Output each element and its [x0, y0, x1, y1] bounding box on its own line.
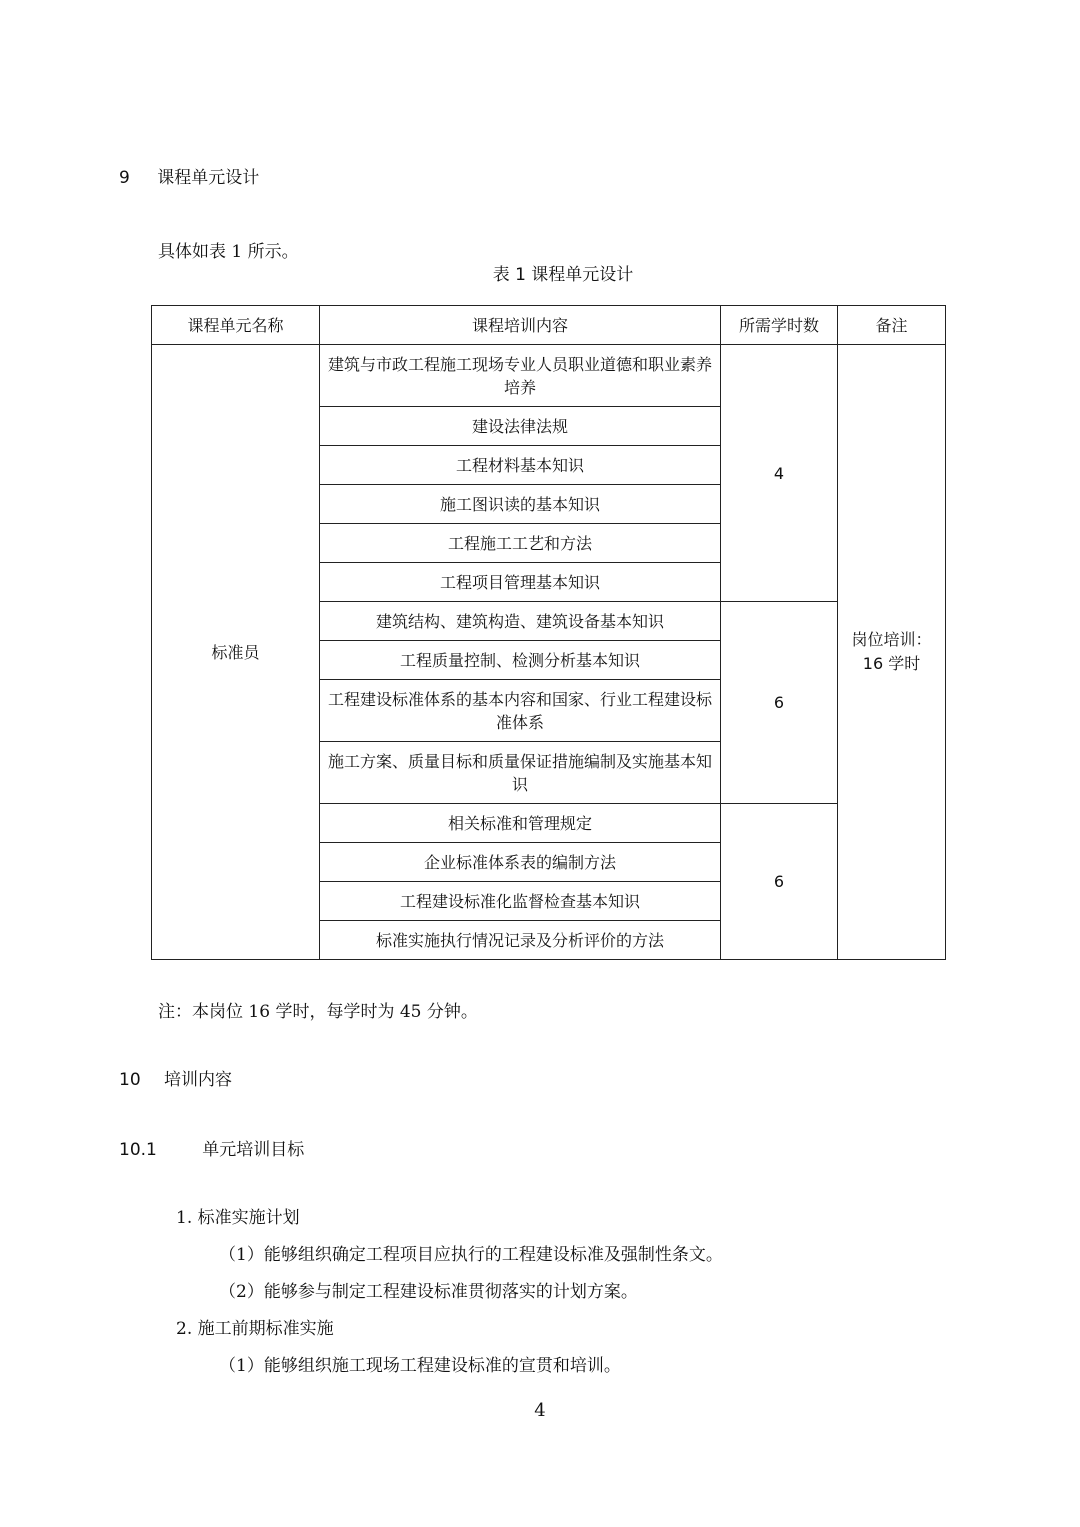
list-item: 2. 施工前期标准实施 [176, 1319, 334, 1339]
content-cell: 相关标准和管理规定 [320, 804, 721, 843]
unit-name-cell: 标准员 [152, 345, 320, 960]
remarks-text: 岗位培训：16 学时 [851, 630, 932, 673]
content-cell: 工程质量控制、检测分析基本知识 [320, 641, 721, 680]
table-caption: 表 1 课程单元设计 [492, 265, 634, 285]
content-cell: 工程建设标准化监督检查基本知识 [320, 882, 721, 921]
section-title: 单元培训目标 [202, 1140, 305, 1160]
list-subitem: （2）能够参与制定工程建设标准贯彻落实的计划方案。 [219, 1282, 638, 1302]
content-cell: 施工图识读的基本知识 [320, 485, 721, 524]
section-number: 10.1 [119, 1140, 157, 1160]
content-cell: 标准实施执行情况记录及分析评价的方法 [320, 921, 721, 960]
content-cell: 工程施工工艺和方法 [320, 524, 721, 563]
section-number: 10 [119, 1070, 141, 1090]
table-row [152, 345, 946, 407]
hours-cell: 6 [721, 804, 838, 960]
table-note: 注：本岗位 16 学时，每学时为 45 分钟。 [158, 1002, 478, 1022]
page-number: 4 [534, 1400, 546, 1421]
hours-cell: 4 [721, 345, 838, 602]
hours-cell: 6 [721, 602, 838, 804]
section-number: 9 [119, 168, 130, 188]
table-header-row [152, 306, 946, 345]
header-hours: 所需学时数 [721, 306, 838, 345]
content-cell: 建设法律法规 [320, 407, 721, 446]
intro-paragraph: 具体如表 1 所示。 [158, 242, 299, 262]
list-subitem: （1）能够组织确定工程项目应执行的工程建设标准及强制性条文。 [219, 1245, 723, 1265]
header-remarks: 备注 [838, 306, 946, 345]
content-cell: 建筑结构、建筑构造、建筑设备基本知识 [320, 602, 721, 641]
section-10-heading [119, 1065, 232, 1090]
list-subitem: （1）能够组织施工现场工程建设标准的宣贯和培训。 [219, 1356, 621, 1376]
list-item: 1. 标准实施计划 [176, 1208, 300, 1228]
content-cell: 工程项目管理基本知识 [320, 563, 721, 602]
header-unit-name: 课程单元名称 [152, 306, 320, 345]
section-title: 课程单元设计 [157, 168, 260, 188]
remarks-cell [838, 345, 946, 960]
content-cell: 工程建设标准体系的基本内容和国家、行业工程建设标准体系 [320, 680, 721, 742]
course-unit-table [151, 305, 946, 960]
section-9-heading [119, 163, 259, 188]
header-content: 课程培训内容 [320, 306, 721, 345]
content-cell: 建筑与市政工程施工现场专业人员职业道德和职业素养培养 [320, 345, 721, 407]
content-cell: 企业标准体系表的编制方法 [320, 843, 721, 882]
content-cell: 施工方案、质量目标和质量保证措施编制及实施基本知识 [320, 742, 721, 804]
section-title: 培训内容 [164, 1070, 233, 1090]
section-10-1-heading [119, 1135, 304, 1160]
content-cell: 工程材料基本知识 [320, 446, 721, 485]
